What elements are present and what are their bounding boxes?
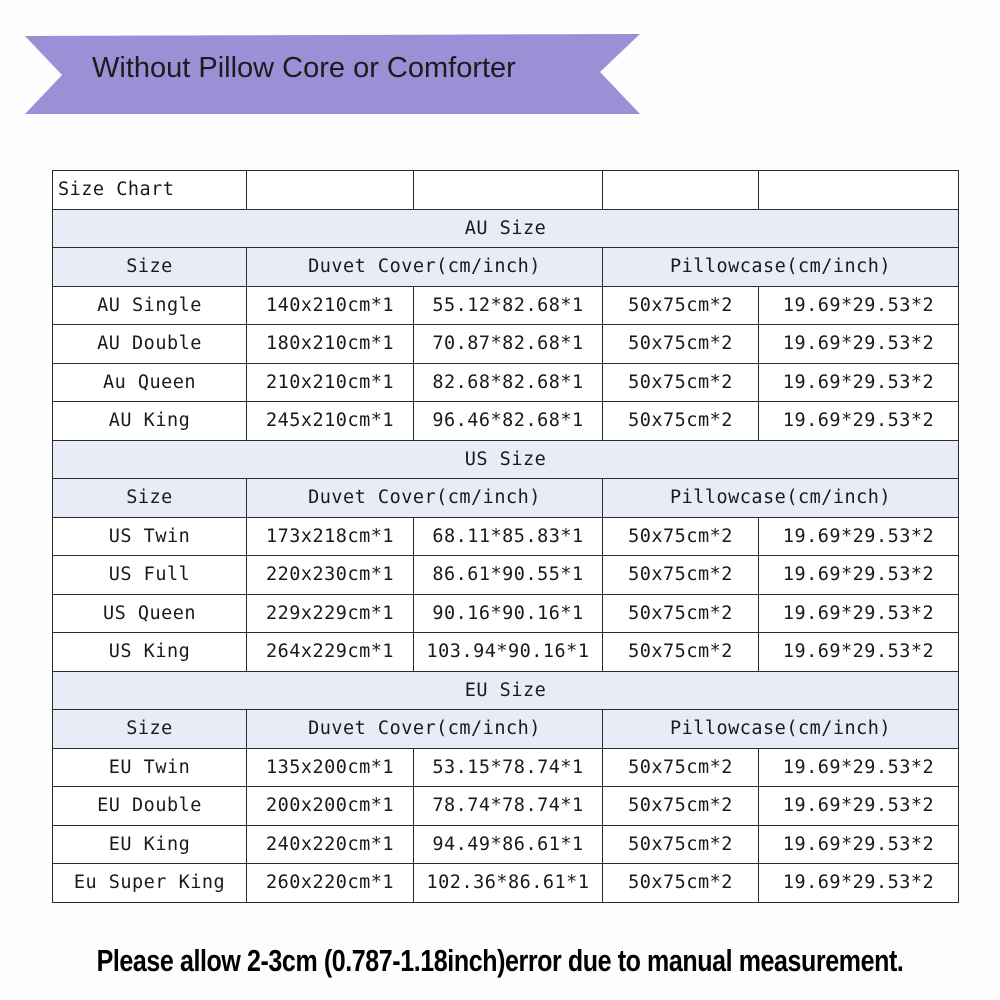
pillow-inch: 19.69*29.53*2 — [759, 556, 959, 595]
header-duvet-cover: Duvet Cover(cm/inch) — [247, 479, 603, 518]
pillow-cm: 50x75cm*2 — [603, 594, 759, 633]
size-name: US King — [53, 633, 247, 672]
pillow-inch: 19.69*29.53*2 — [759, 325, 959, 364]
pillow-inch: 19.69*29.53*2 — [759, 787, 959, 826]
pillow-inch: 19.69*29.53*2 — [759, 402, 959, 441]
size-name: Eu Super King — [53, 864, 247, 903]
pillow-cm: 50x75cm*2 — [603, 363, 759, 402]
duvet-inch: 82.68*82.68*1 — [414, 363, 603, 402]
duvet-cm: 140x210cm*1 — [247, 286, 414, 325]
measurement-footnote: Please allow 2-3cm (0.787-1.18inch)error due to manual measurement. — [96, 944, 904, 979]
duvet-cm: 220x230cm*1 — [247, 556, 414, 595]
pillow-cm: 50x75cm*2 — [603, 633, 759, 672]
duvet-cm: 180x210cm*1 — [247, 325, 414, 364]
pillow-inch: 19.69*29.53*2 — [759, 864, 959, 903]
duvet-inch: 55.12*82.68*1 — [414, 286, 603, 325]
empty-cell — [603, 171, 759, 210]
table-row — [53, 517, 959, 556]
duvet-inch: 53.15*78.74*1 — [414, 748, 603, 787]
section-header-row — [53, 479, 959, 518]
duvet-cm: 200x200cm*1 — [247, 787, 414, 826]
duvet-cm: 173x218cm*1 — [247, 517, 414, 556]
header-duvet-cover: Duvet Cover(cm/inch) — [247, 248, 603, 287]
banner-title: Without Pillow Core or Comforter — [92, 52, 516, 84]
table-row — [53, 748, 959, 787]
header-pillowcase: Pillowcase(cm/inch) — [603, 710, 959, 749]
section-title: EU Size — [53, 671, 959, 710]
duvet-inch: 78.74*78.74*1 — [414, 787, 603, 826]
size-name: US Queen — [53, 594, 247, 633]
table-row — [53, 825, 959, 864]
size-name: Au Queen — [53, 363, 247, 402]
table-row — [53, 864, 959, 903]
table-row — [53, 594, 959, 633]
table-row — [53, 286, 959, 325]
table-row — [53, 402, 959, 441]
section-title-row — [53, 440, 959, 479]
size-name: EU King — [53, 825, 247, 864]
size-name: US Full — [53, 556, 247, 595]
duvet-cm: 260x220cm*1 — [247, 864, 414, 903]
section-header-row — [53, 248, 959, 287]
pillow-inch: 19.69*29.53*2 — [759, 825, 959, 864]
duvet-cm: 135x200cm*1 — [247, 748, 414, 787]
duvet-inch: 68.11*85.83*1 — [414, 517, 603, 556]
pillow-cm: 50x75cm*2 — [603, 556, 759, 595]
duvet-cm: 264x229cm*1 — [247, 633, 414, 672]
duvet-inch: 96.46*82.68*1 — [414, 402, 603, 441]
pillow-cm: 50x75cm*2 — [603, 825, 759, 864]
pillow-cm: 50x75cm*2 — [603, 748, 759, 787]
empty-cell — [759, 171, 959, 210]
size-chart-title-row — [53, 171, 959, 210]
header-size: Size — [53, 710, 247, 749]
duvet-inch: 90.16*90.16*1 — [414, 594, 603, 633]
section-title-row — [53, 209, 959, 248]
duvet-cm: 210x210cm*1 — [247, 363, 414, 402]
duvet-inch: 70.87*82.68*1 — [414, 325, 603, 364]
duvet-cm: 229x229cm*1 — [247, 594, 414, 633]
table-row — [53, 363, 959, 402]
pillow-cm: 50x75cm*2 — [603, 864, 759, 903]
pillow-cm: 50x75cm*2 — [603, 325, 759, 364]
duvet-inch: 86.61*90.55*1 — [414, 556, 603, 595]
pillow-cm: 50x75cm*2 — [603, 787, 759, 826]
table-row — [53, 325, 959, 364]
pillow-inch: 19.69*29.53*2 — [759, 286, 959, 325]
size-name: AU Double — [53, 325, 247, 364]
size-name: AU King — [53, 402, 247, 441]
section-title: US Size — [53, 440, 959, 479]
table-row — [53, 787, 959, 826]
pillow-inch: 19.69*29.53*2 — [759, 517, 959, 556]
empty-cell — [247, 171, 414, 210]
size-chart-title: Size Chart — [53, 171, 247, 210]
section-header-row — [53, 710, 959, 749]
size-name: US Twin — [53, 517, 247, 556]
header-pillowcase: Pillowcase(cm/inch) — [603, 248, 959, 287]
size-name: EU Twin — [53, 748, 247, 787]
pillow-cm: 50x75cm*2 — [603, 286, 759, 325]
header-duvet-cover: Duvet Cover(cm/inch) — [247, 710, 603, 749]
pillow-inch: 19.69*29.53*2 — [759, 633, 959, 672]
duvet-inch: 94.49*86.61*1 — [414, 825, 603, 864]
pillow-cm: 50x75cm*2 — [603, 402, 759, 441]
duvet-cm: 240x220cm*1 — [247, 825, 414, 864]
table-row — [53, 556, 959, 595]
duvet-cm: 245x210cm*1 — [247, 402, 414, 441]
duvet-inch: 102.36*86.61*1 — [414, 864, 603, 903]
size-name: AU Single — [53, 286, 247, 325]
header-size: Size — [53, 479, 247, 518]
size-chart-table — [52, 170, 959, 903]
empty-cell — [414, 171, 603, 210]
header-pillowcase: Pillowcase(cm/inch) — [603, 479, 959, 518]
section-title: AU Size — [53, 209, 959, 248]
duvet-inch: 103.94*90.16*1 — [414, 633, 603, 672]
header-size: Size — [53, 248, 247, 287]
pillow-inch: 19.69*29.53*2 — [759, 363, 959, 402]
pillow-inch: 19.69*29.53*2 — [759, 594, 959, 633]
pillow-inch: 19.69*29.53*2 — [759, 748, 959, 787]
section-title-row — [53, 671, 959, 710]
pillow-cm: 50x75cm*2 — [603, 517, 759, 556]
table-row — [53, 633, 959, 672]
size-name: EU Double — [53, 787, 247, 826]
